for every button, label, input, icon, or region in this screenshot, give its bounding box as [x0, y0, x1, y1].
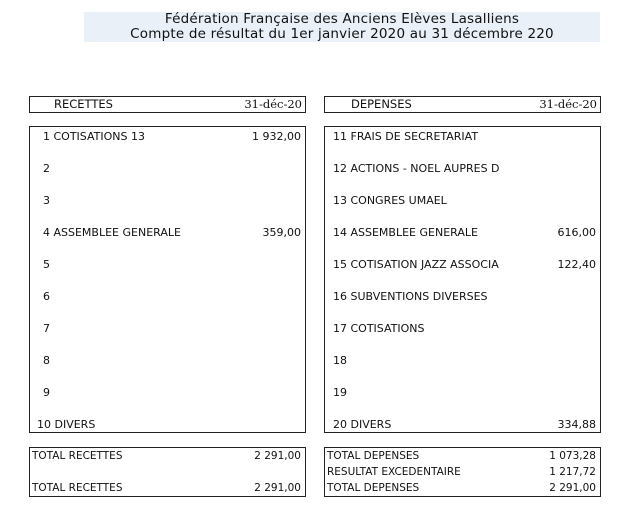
depenses-row [325, 130, 600, 144]
row-label: 7 [43, 322, 50, 335]
depenses-row [325, 162, 600, 176]
row-label: 9 [43, 386, 50, 399]
total-row [325, 449, 600, 463]
total-row [30, 481, 305, 495]
recettes-row [30, 354, 305, 368]
title-line-1: Fédération Française des Anciens Elèves Lasalliens [164, 11, 520, 27]
row-label: 1 COTISATIONS 13 [43, 130, 145, 143]
total-value: 2 291,00 [254, 450, 301, 462]
depenses-row [325, 418, 600, 432]
recettes-totals [29, 447, 306, 497]
row-label: 14 ASSEMBLEE GENERALE [333, 226, 478, 239]
total-row [325, 465, 600, 479]
recettes-row [30, 130, 305, 144]
total-label: TOTAL RECETTES [32, 482, 123, 494]
row-value: 616,00 [557, 226, 596, 239]
depenses-row [325, 258, 600, 272]
depenses-header [324, 96, 601, 113]
row-value: 359,00 [262, 226, 301, 239]
row-label: 5 [43, 258, 50, 271]
total-label: TOTAL RECETTES [32, 450, 123, 462]
total-label: TOTAL DEPENSES [327, 482, 420, 494]
recettes-row [30, 322, 305, 336]
total-value: 2 291,00 [549, 482, 596, 494]
depenses-list [324, 126, 601, 433]
title-line-2: Compte de résultat du 1er janvier 2020 au 31 décembre 220 [130, 26, 554, 42]
total-row [30, 449, 305, 463]
row-label: 4 ASSEMBLEE GENERALE [43, 226, 181, 239]
row-value: 122,40 [557, 258, 596, 271]
total-label: TOTAL DEPENSES [327, 450, 420, 462]
depenses-row [325, 386, 600, 400]
row-label: 17 COTISATIONS [333, 322, 425, 335]
row-value: 1 932,00 [252, 130, 301, 143]
row-label: 3 [43, 194, 50, 207]
row-label: 19 [333, 386, 347, 399]
depenses-row [325, 194, 600, 208]
total-value: 1 217,72 [549, 466, 596, 478]
row-label: 12 ACTIONS - NOEL AUPRES D [333, 162, 500, 175]
row-label: 16 SUBVENTIONS DIVERSES [333, 290, 488, 303]
row-label: 8 [43, 354, 50, 367]
total-value: 1 073,28 [549, 450, 596, 462]
depenses-header-label: DEPENSES [351, 97, 412, 111]
total-value: 2 291,00 [254, 482, 301, 494]
depenses-row [325, 354, 600, 368]
row-label: 13 CONGRES UMAEL [333, 194, 447, 207]
total-row [325, 481, 600, 495]
recettes-row [30, 194, 305, 208]
row-label: 18 [333, 354, 347, 367]
recettes-header-label: RECETTES [54, 97, 113, 111]
total-label: RESULTAT EXCEDENTAIRE [327, 466, 461, 478]
row-label: 2 [43, 162, 50, 175]
row-label: 10 DIVERS [37, 418, 96, 431]
row-label: 20 DIVERS [333, 418, 392, 431]
recettes-header-date: 31-déc-20 [244, 97, 302, 111]
recettes-header [29, 96, 306, 113]
depenses-row [325, 290, 600, 304]
row-value: 334,88 [557, 418, 596, 431]
depenses-totals [324, 447, 601, 497]
recettes-row [30, 418, 305, 432]
row-label: 6 [43, 290, 50, 303]
recettes-row [30, 162, 305, 176]
document-title [84, 12, 600, 42]
recettes-row [30, 386, 305, 400]
recettes-row [30, 226, 305, 240]
recettes-row [30, 258, 305, 272]
row-label: 15 COTISATION JAZZ ASSOCIA [333, 258, 499, 271]
recettes-list [29, 126, 306, 433]
row-label: 11 FRAIS DE SECRETARIAT [333, 130, 479, 143]
depenses-header-date: 31-déc-20 [539, 97, 597, 111]
recettes-row [30, 290, 305, 304]
depenses-row [325, 226, 600, 240]
depenses-row [325, 322, 600, 336]
